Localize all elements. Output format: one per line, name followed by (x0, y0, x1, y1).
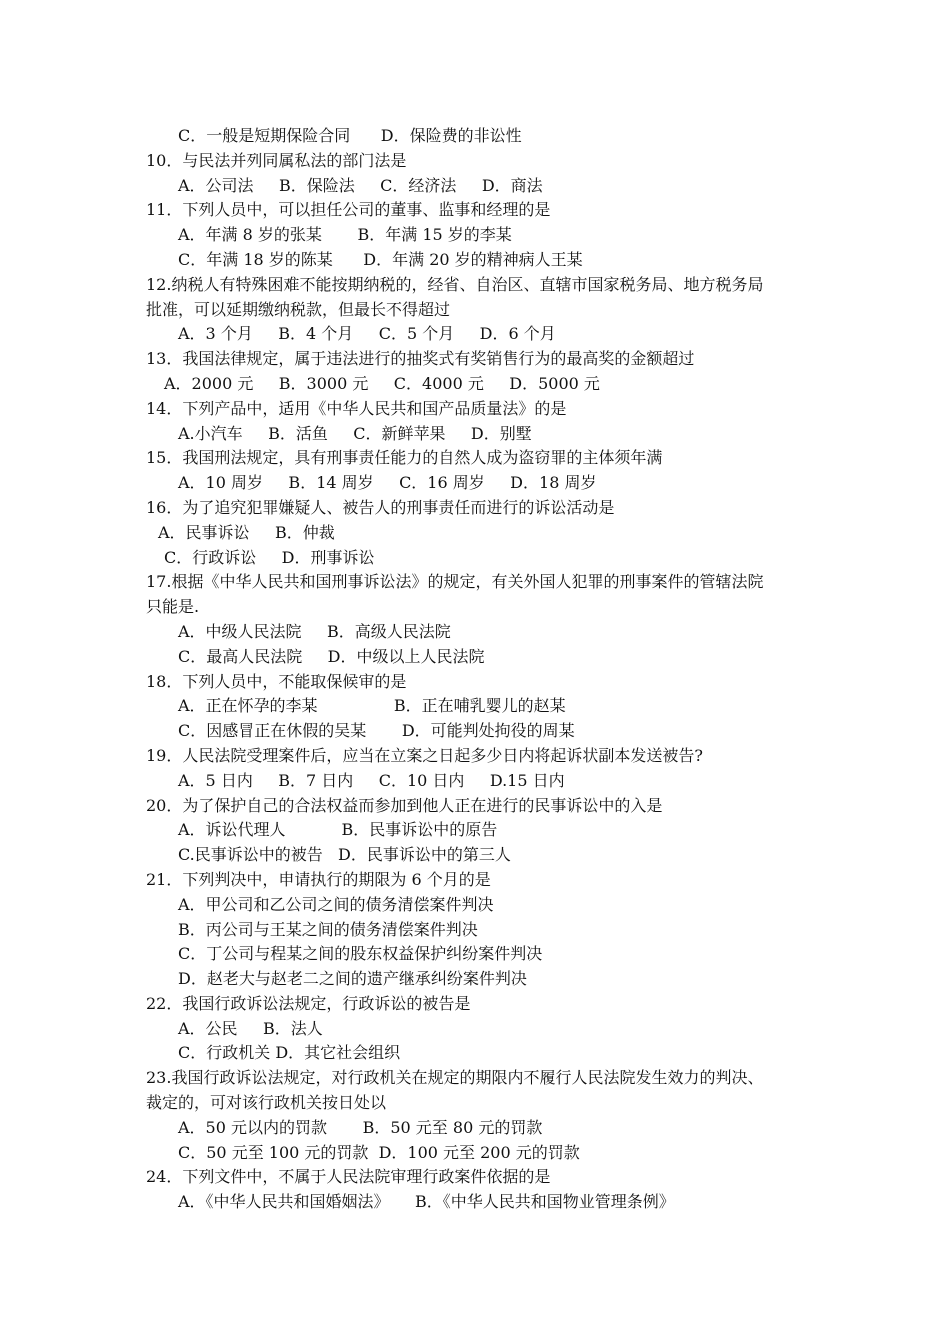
answer-options: A．正在怀孕的李某 B．正在哺乳婴儿的赵某 (178, 696, 566, 716)
answer-options: A．诉讼代理人 B．民事诉讼中的原告 (178, 820, 498, 840)
answer-options: A．甲公司和乙公司之间的债务清偿案件判决 (178, 894, 494, 914)
answer-options: B．丙公司与王某之间的债务清偿案件判决 (178, 919, 478, 939)
question-text: 只能是. (146, 597, 200, 617)
answer-options: A．《中华人民共和国婚姻法》 B．《中华人民共和国物业管理条例》 (178, 1192, 675, 1212)
answer-options: C．丁公司与程某之间的股东权益保护纠纷案件判决 (178, 944, 543, 964)
answer-options: A．10 周岁 B．14 周岁 C．16 周岁 D．18 周岁 (178, 473, 597, 493)
answer-options: C．因感冒正在休假的吴某 D．可能判处拘役的周某 (178, 721, 575, 741)
answer-options: C．50 元至 100 元的罚款 D．100 元至 200 元的罚款 (178, 1142, 580, 1162)
answer-options: A．公民 B．法人 (178, 1018, 323, 1038)
question-text: 19．人民法院受理案件后，应当在立案之日起多少日内将起诉状副本发送被告? (146, 745, 703, 765)
question-text: 21．下列判决中，申请执行的期限为 6 个月的是 (146, 869, 491, 889)
answer-options: A．50 元以内的罚款 B．50 元至 80 元的罚款 (178, 1117, 543, 1137)
question-text: 15．我国刑法规定，具有刑事责任能力的自然人成为盗窃罪的主体须年满 (146, 448, 663, 468)
answer-options: A．中级人民法院 B．高级人民法院 (178, 621, 451, 641)
answer-options: C．行政机关 D．其它社会组织 (178, 1043, 401, 1063)
question-text: 裁定的，可对该行政机关按日处以 (146, 1093, 387, 1113)
question-text: 20．为了保护自己的合法权益而参加到他人正在进行的民事诉讼中的入是 (146, 795, 663, 815)
answer-options: C．行政诉讼 D．刑事诉讼 (164, 547, 375, 567)
question-text: 13．我国法律规定，属于违法进行的抽奖式有奖销售行为的最高奖的金额超过 (146, 349, 695, 369)
answer-options: A．3 个月 B．4 个月 C．5 个月 D．6 个月 (178, 324, 556, 344)
answer-options: C．年满 18 岁的陈某 D．年满 20 岁的精神病人王某 (178, 249, 583, 269)
question-text: 24．下列文件中，不属于人民法院审理行政案件依据的是 (146, 1167, 551, 1187)
question-text: 批准，可以延期缴纳税款，但最长不得超过 (146, 299, 451, 319)
question-text: 12.纳税人有特殊困难不能按期纳税的，经省、自治区、直辖市国家税务局、地方税务局 (146, 274, 764, 294)
question-list (146, 124, 826, 1215)
answer-options: A．5 日内 B．7 日内 C．10 日内 D.15 日内 (178, 770, 565, 790)
question-text: 14．下列产品中，适用《中华人民共和国产品质量法》的是 (146, 398, 567, 418)
question-text: 16．为了追究犯罪嫌疑人、被告人的刑事责任而进行的诉讼活动是 (146, 497, 615, 517)
answer-options: A．民事诉讼 B．仲裁 (158, 522, 335, 542)
answer-options: C．一般是短期保险合同 D．保险费的非讼性 (178, 126, 522, 145)
answer-options: C．最高人民法院 D．中级以上人民法院 (178, 646, 485, 666)
answer-options: D．赵老大与赵老二之间的遗产继承纠纷案件判决 (178, 969, 527, 989)
question-text: 22．我国行政诉讼法规定，行政诉讼的被告是 (146, 993, 471, 1013)
question-text: 23.我国行政诉讼法规定，对行政机关在规定的期限内不履行人民法院发生效力的判决、 (146, 1068, 764, 1088)
question-text: 10．与民法并列同属私法的部门法是 (146, 150, 407, 170)
answer-options: A．公司法 B．保险法 C．经济法 D．商法 (178, 175, 543, 195)
answer-options: C.民事诉讼中的被告 D．民事诉讼中的第三人 (178, 845, 511, 865)
question-text: 11．下列人员中，可以担任公司的董事、监事和经理的是 (146, 200, 551, 220)
answer-options: A．2000 元 B．3000 元 C．4000 元 D．5000 元 (164, 373, 600, 393)
answer-options: A.小汽车 B．活鱼 C．新鲜苹果 D．别墅 (178, 423, 532, 443)
question-text: 18．下列人员中，不能取保候审的是 (146, 671, 407, 691)
answer-options: A．年满 8 岁的张某 B．年满 15 岁的李某 (178, 225, 512, 245)
question-text: 17.根据《中华人民共和国刑事诉讼法》的规定，有关外国人犯罪的刑事案件的管辖法院 (146, 572, 764, 592)
